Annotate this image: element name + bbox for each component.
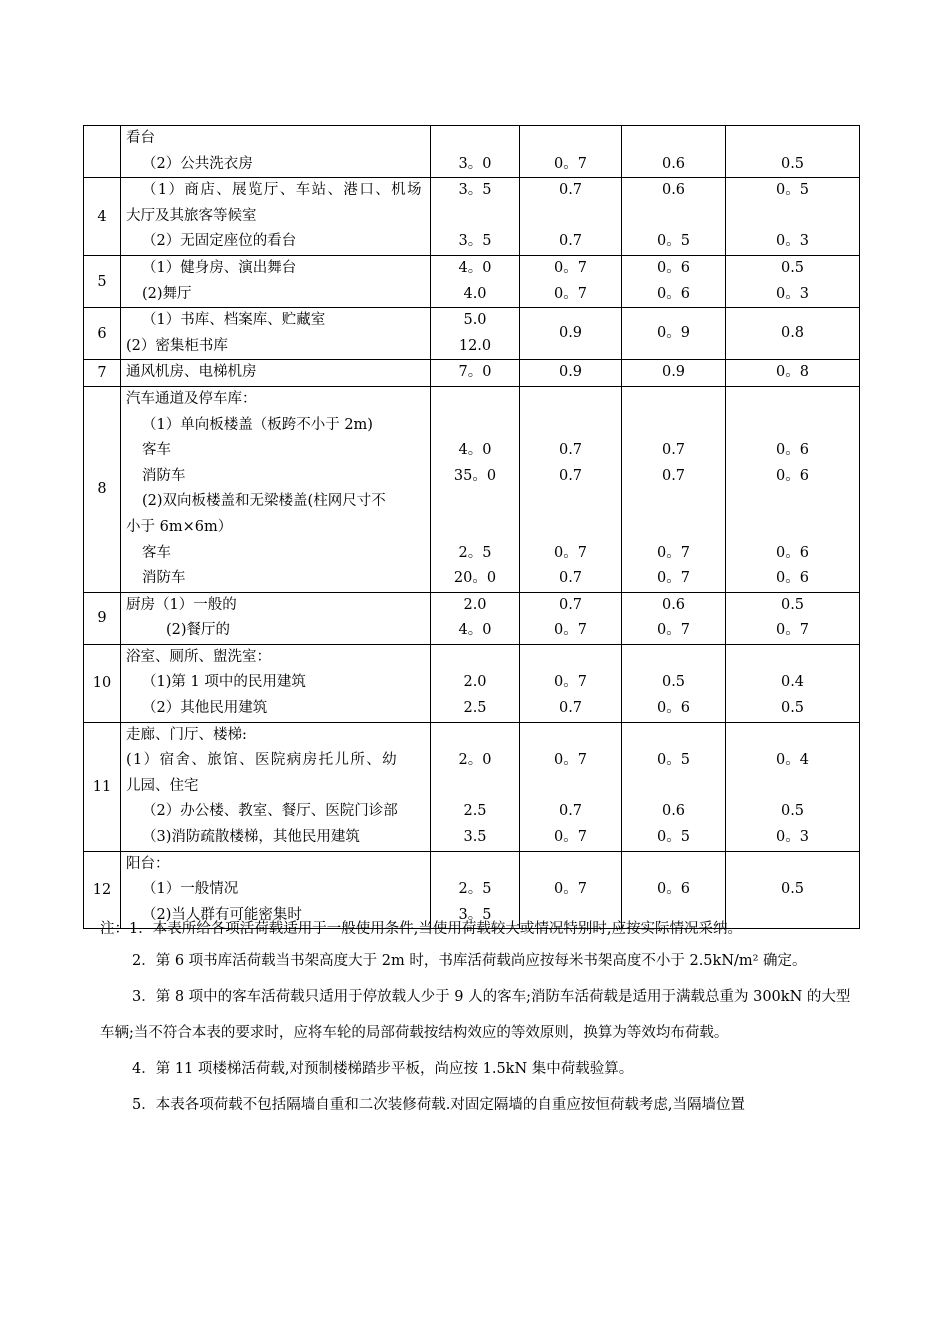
value-line: 0。6 <box>657 259 690 276</box>
row-number-cell: 10 <box>84 644 121 722</box>
value-line: 3.5 <box>463 829 487 846</box>
quasi-permanent-factor-cell <box>726 126 860 178</box>
value-line: 0。6 <box>776 544 809 561</box>
frequent-factor-cell <box>622 644 726 722</box>
table-row <box>84 722 860 851</box>
frequent-factor-cell <box>622 386 726 592</box>
value-line <box>520 126 621 152</box>
value-line: 0.4 <box>780 674 805 691</box>
table-row <box>84 126 860 178</box>
value-line: 0。6 <box>657 700 690 717</box>
combination-factor-cell <box>520 255 622 307</box>
row-number-cell: 12 <box>84 851 121 929</box>
value-line: 2。5 <box>458 544 492 561</box>
value-line: 0.5 <box>780 803 805 820</box>
row-number-cell: 7 <box>84 360 121 387</box>
usage-line: (1）宿舍、旅馆、医院病房托儿所、幼 <box>126 752 399 769</box>
value-line: 2。0 <box>458 752 492 769</box>
usage-category-cell <box>121 255 431 307</box>
standard-value-cell <box>431 126 520 178</box>
usage-line: （2）办公楼、教室、餐厅、医院门诊部 <box>142 803 398 820</box>
value-line <box>431 723 519 749</box>
usage-category-cell <box>121 308 431 360</box>
usage-line: 看台 <box>126 130 155 146</box>
standard-value-cell <box>431 360 520 387</box>
quasi-permanent-factor-cell <box>726 360 860 387</box>
value-line: 0。6 <box>776 467 809 484</box>
value-line <box>431 774 519 800</box>
value-line: 0.6 <box>661 596 686 613</box>
value-line: 2。5 <box>458 881 492 898</box>
row-number-cell: 5 <box>84 255 121 307</box>
note-3: 3．第 8 项中的客车活荷载只适用于停放载人少于 9 人的客车;消防车活荷载是适用于满载总重为 300kN 的大型车辆;当不符合本表的要求时，应将车轮的局部荷载按结构效应的等效原则，换算为等效均布荷载。 <box>100 988 851 1041</box>
value-line: 0.7 <box>661 467 686 484</box>
value-line: 0.7 <box>558 570 583 587</box>
usage-line: （2）无固定座位的看台 <box>142 233 297 250</box>
combination-factor-cell <box>520 126 622 178</box>
value-line: 0。8 <box>776 364 809 381</box>
value-line: 4。0 <box>458 622 492 639</box>
frequent-factor-cell <box>622 308 726 360</box>
standard-value-cell <box>431 592 520 644</box>
value-line: 5.0 <box>463 312 487 329</box>
value-line <box>520 515 621 541</box>
value-line: 0。7 <box>657 622 690 639</box>
value-line <box>431 413 519 439</box>
value-line <box>726 126 859 152</box>
value-line <box>431 204 519 230</box>
value-line <box>726 489 859 515</box>
value-line <box>726 413 859 439</box>
quasi-permanent-factor-cell <box>726 255 860 307</box>
value-line <box>726 774 859 800</box>
value-line <box>726 723 859 749</box>
value-line: 0。7 <box>554 674 587 691</box>
value-line: 0.8 <box>780 324 805 341</box>
usage-line: 客车 <box>142 544 171 561</box>
value-line <box>431 515 519 541</box>
value-line: 0.5 <box>780 155 805 172</box>
frequent-factor-cell <box>622 255 726 307</box>
value-line <box>431 387 519 413</box>
usage-category-cell <box>121 178 431 256</box>
row-number-cell: 11 <box>84 722 121 851</box>
value-line <box>622 126 725 152</box>
frequent-factor-cell <box>622 722 726 851</box>
value-line: 0.6 <box>661 803 686 820</box>
usage-line: 浴室、厕所、盥洗室： <box>126 648 271 665</box>
value-line: 0。7 <box>554 544 587 561</box>
value-line <box>431 645 519 671</box>
value-line: 0。7 <box>657 570 690 587</box>
value-line: 2.5 <box>463 803 487 820</box>
usage-line: （1)第 1 项中的民用建筑 <box>142 674 306 691</box>
usage-category-cell <box>121 386 431 592</box>
value-line: 0。5 <box>657 829 690 846</box>
value-line <box>726 387 859 413</box>
usage-line: （1）一般情况 <box>142 881 239 898</box>
value-line: 2.0 <box>463 596 487 613</box>
usage-line: (2)双向板楼盖和无梁楼盖(柱网尺寸不 <box>142 493 386 510</box>
table-row <box>84 178 860 256</box>
value-line: 4。0 <box>458 259 492 276</box>
table-row <box>84 386 860 592</box>
row-number-cell: 8 <box>84 386 121 592</box>
value-line: 0。7 <box>554 752 587 769</box>
value-line: 0.7 <box>558 467 583 484</box>
usage-line: 儿园、住宅 <box>126 777 199 794</box>
value-line: 0。9 <box>657 324 690 341</box>
standard-value-cell <box>431 308 520 360</box>
combination-factor-cell <box>520 722 622 851</box>
usage-line: 消防车 <box>142 467 186 484</box>
usage-line: 阳台： <box>126 855 170 872</box>
table-body <box>84 126 860 929</box>
value-line <box>622 645 725 671</box>
usage-line: 消防车 <box>142 570 186 587</box>
value-line <box>622 204 725 230</box>
standard-value-cell <box>431 644 520 722</box>
value-line: 4.0 <box>463 285 487 302</box>
row-number-cell <box>84 126 121 178</box>
value-line: 0.5 <box>780 259 805 276</box>
value-line <box>520 489 621 515</box>
value-line <box>520 387 621 413</box>
value-line: 0。5 <box>776 182 809 199</box>
value-line: 20。0 <box>453 570 497 587</box>
table-row <box>84 255 860 307</box>
value-line: 0。3 <box>776 829 809 846</box>
value-line: 0。6 <box>657 881 690 898</box>
frequent-factor-cell <box>622 126 726 178</box>
row-number-cell: 4 <box>84 178 121 256</box>
value-line <box>520 204 621 230</box>
combination-factor-cell <box>520 386 622 592</box>
usage-line: 大厅及其旅客等候室 <box>126 207 257 224</box>
value-line <box>431 126 519 152</box>
value-line <box>520 774 621 800</box>
value-line: 0。7 <box>554 829 587 846</box>
value-line: 7。0 <box>458 364 492 381</box>
quasi-permanent-factor-cell <box>726 308 860 360</box>
combination-factor-cell <box>520 360 622 387</box>
value-line: 0.7 <box>558 596 583 613</box>
value-line: 0.5 <box>780 881 805 898</box>
quasi-permanent-factor-cell <box>726 722 860 851</box>
value-line: 3。5 <box>458 233 492 250</box>
row-number-cell: 6 <box>84 308 121 360</box>
value-line: 0。7 <box>554 259 587 276</box>
value-line: 0。4 <box>776 752 809 769</box>
value-line: 4。0 <box>458 442 492 459</box>
value-line: 0。7 <box>554 155 587 172</box>
value-line: 0.7 <box>661 442 686 459</box>
value-line: 0.6 <box>661 182 686 199</box>
value-line: 0.6 <box>661 155 686 172</box>
standard-value-cell <box>431 386 520 592</box>
value-line <box>726 204 859 230</box>
table-row <box>84 644 860 722</box>
usage-line: (2)餐厅的 <box>166 622 231 639</box>
standard-value-cell <box>431 255 520 307</box>
usage-line: （1）单向板楼盖（板跨不小于 2m) <box>142 416 373 433</box>
usage-category-cell <box>121 592 431 644</box>
row-number-cell: 9 <box>84 592 121 644</box>
value-line <box>431 852 519 878</box>
table-notes <box>100 917 852 1123</box>
usage-line: (2)舞厅 <box>142 285 192 302</box>
usage-line: （2）其他民用建筑 <box>142 700 268 717</box>
value-line: 0。7 <box>554 285 587 302</box>
frequent-factor-cell <box>622 360 726 387</box>
value-line: 35。0 <box>453 467 497 484</box>
usage-line: 走廊、门厅、楼梯: <box>126 726 247 743</box>
usage-line: 厨房（1）一般的 <box>126 596 237 613</box>
value-line <box>622 489 725 515</box>
note-1: 注：1．本表所给各项活荷载适用于一般使用条件,当使用荷载较大或情况特别时,应按实际情况采纳。 <box>100 921 742 937</box>
value-line: 0。3 <box>776 233 809 250</box>
table-row <box>84 360 860 387</box>
value-line <box>622 774 725 800</box>
table-row <box>84 308 860 360</box>
value-line <box>622 413 725 439</box>
usage-line: （1）健身房、演出舞台 <box>142 259 297 276</box>
value-line: 0。6 <box>657 285 690 302</box>
value-line <box>520 413 621 439</box>
standard-value-cell <box>431 722 520 851</box>
value-line: 2.5 <box>463 700 487 717</box>
value-line: 3。5 <box>458 182 492 199</box>
usage-line: （2)当人群有可能密集时 <box>142 906 302 923</box>
value-line: 0.7 <box>558 442 583 459</box>
frequent-factor-cell <box>622 178 726 256</box>
live-load-table <box>83 125 860 929</box>
value-line: 0。7 <box>657 544 690 561</box>
value-line: 12.0 <box>458 337 492 354</box>
value-line <box>431 489 519 515</box>
quasi-permanent-factor-cell <box>726 386 860 592</box>
value-line: 3。5 <box>458 906 492 923</box>
value-line: 0。7 <box>776 622 809 639</box>
value-line: 0。5 <box>657 752 690 769</box>
usage-line: （3)消防疏散楼梯，其他民用建筑 <box>142 829 360 846</box>
value-line: 3。0 <box>458 155 492 172</box>
value-line: 0.5 <box>780 596 805 613</box>
note-2: 2．第 6 项书库活荷载当书架高度大于 2m 时，书库活荷载尚应按每米书架高度不小于 2.5kN/m² 确定。 <box>132 952 807 969</box>
value-line: 2.0 <box>463 674 487 691</box>
value-line: 0.5 <box>780 700 805 717</box>
value-line: 0。7 <box>554 881 587 898</box>
note-5: 5．本表各项荷载不包括隔墙自重和二次装修荷载.对固定隔墙的自重应按恒荷载考虑,当隔墙位置 <box>132 1096 745 1113</box>
usage-line: （1）书库、档案库、贮藏室 <box>142 312 326 329</box>
standard-value-cell <box>431 178 520 256</box>
usage-line: 小于 6m×6m） <box>126 518 233 535</box>
note-4: 4．第 11 项楼梯活荷载,对预制楼梯踏步平板，尚应按 1.5kN 集中荷载验算。 <box>132 1060 634 1077</box>
value-line: 0。5 <box>657 233 690 250</box>
value-line <box>520 723 621 749</box>
value-line: 0.5 <box>661 674 686 691</box>
usage-line: 客车 <box>142 442 171 459</box>
usage-line: 通风机房、电梯机房 <box>126 364 257 381</box>
table-row <box>84 592 860 644</box>
usage-line: （1）商店、展览厅、车站、港口、机场 <box>142 182 423 199</box>
value-line: 0.7 <box>558 233 583 250</box>
combination-factor-cell <box>520 592 622 644</box>
usage-line: 汽车通道及停车库： <box>126 390 257 407</box>
value-line <box>622 387 725 413</box>
usage-category-cell <box>121 644 431 722</box>
usage-category-cell <box>121 126 431 178</box>
combination-factor-cell <box>520 308 622 360</box>
usage-line: （2）公共洗衣房 <box>142 155 253 172</box>
value-line: 0.9 <box>558 364 583 381</box>
combination-factor-cell <box>520 644 622 722</box>
usage-line: (2）密集柜书库 <box>126 337 228 354</box>
value-line: 0。6 <box>776 442 809 459</box>
value-line <box>520 645 621 671</box>
value-line <box>726 645 859 671</box>
value-line: 0.7 <box>558 803 583 820</box>
value-line <box>622 723 725 749</box>
frequent-factor-cell <box>622 592 726 644</box>
value-line: 0。7 <box>554 622 587 639</box>
value-line: 0。6 <box>776 570 809 587</box>
value-line: 0.7 <box>558 182 583 199</box>
value-line <box>726 515 859 541</box>
value-line: 0.9 <box>558 324 583 341</box>
value-line: 0。3 <box>776 285 809 302</box>
quasi-permanent-factor-cell <box>726 178 860 256</box>
combination-factor-cell <box>520 178 622 256</box>
usage-category-cell <box>121 360 431 387</box>
usage-category-cell <box>121 722 431 851</box>
value-line: 0.9 <box>661 364 686 381</box>
quasi-permanent-factor-cell <box>726 644 860 722</box>
value-line <box>622 515 725 541</box>
quasi-permanent-factor-cell <box>726 592 860 644</box>
value-line: 0.7 <box>558 700 583 717</box>
